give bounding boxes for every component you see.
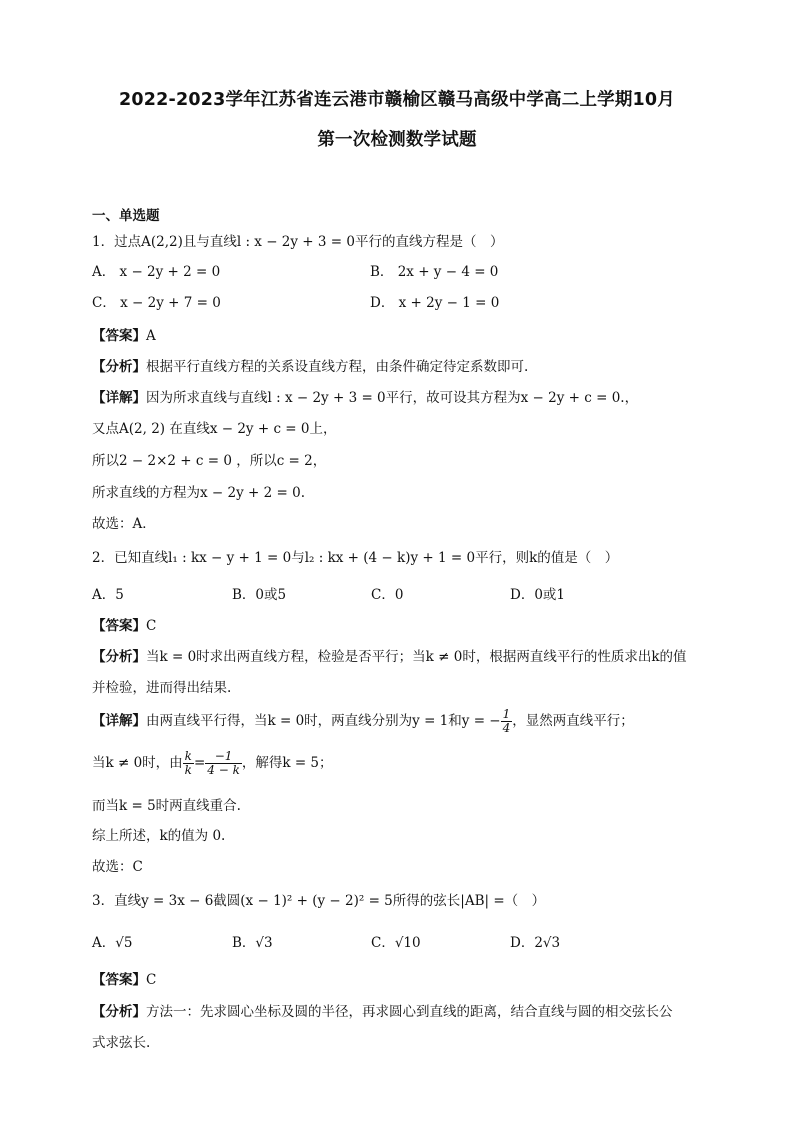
q2-stem: 2．已知直线l₁ : kx − y + 1 = 0与l₂ : kx + (4 − k)y + 1 = 0平行，则k的值是（ ） <box>92 550 619 566</box>
q3-option-d: D．2√3 <box>510 935 561 951</box>
detail-text-b: ，解得k = 5； <box>241 755 333 772</box>
q1-choose: 故选：A． <box>92 516 156 532</box>
q2-option-d: D．0或1 <box>510 587 566 603</box>
q2-option-c: C．0 <box>371 587 404 603</box>
fraction-numerator: 1 <box>502 707 511 721</box>
q1-analysis <box>92 355 528 375</box>
detail-text-b: ，显然两直线平行； <box>512 713 634 730</box>
title-line-2: 第一次检测数学试题 <box>317 130 477 150</box>
fraction-denominator: k <box>184 763 192 778</box>
analysis-tag: 【分析】 <box>92 1004 146 1020</box>
q2-analysis-2: 并检验，进而得出结果. <box>92 680 232 696</box>
fraction-one-quarter <box>501 708 513 735</box>
q2-detail-1 <box>92 708 634 735</box>
q1-option-c: C． x − 2y + 7 = 0 <box>92 295 221 311</box>
q2-detail-2 <box>92 750 333 777</box>
q2-analysis-1 <box>92 645 687 665</box>
q3-stem: 3．直线y = 3x − 6截圆(x − 1)² + (y − 2)² = 5所得的弦长|AB| =（ ） <box>92 893 546 909</box>
q1-stem: 1．过点A(2,2)且与直线l : x − 2y + 3 = 0平行的直线方程是（ ） <box>92 234 504 250</box>
fraction-neg1-over-4-minus-k <box>205 750 242 777</box>
detail-text: 因为所求直线与直线l : x − 2y + 3 = 0平行，故可设其方程为x − 2y + c = 0.， <box>146 390 639 406</box>
q1-detail-2: 又点A(2, 2) 在直线x − 2y + c = 0上， <box>92 421 337 437</box>
answer-value: A <box>146 328 156 344</box>
fraction-denominator: 4 − k <box>207 763 240 778</box>
q1-option-a: A． x − 2y + 2 = 0 <box>92 264 221 280</box>
detail-text-a: 当k ≠ 0时，由 <box>92 755 183 772</box>
q3-option-c: C．√10 <box>371 935 421 951</box>
answer-value: C <box>146 618 157 634</box>
q3-analysis-1 <box>92 1000 673 1020</box>
answer-tag: 【答案】 <box>92 972 146 988</box>
q2-option-b: B．0或5 <box>232 587 287 603</box>
answer-value: C <box>146 972 157 988</box>
detail-text-a: 由两直线平行得，当k = 0时，两直线分别为y = 1和y = − <box>146 713 501 730</box>
fraction-denominator: 4 <box>502 721 511 736</box>
analysis-tag: 【分析】 <box>92 649 146 665</box>
q1-option-d: D． x + 2y − 1 = 0 <box>370 295 500 311</box>
q1-detail-4: 所求直线的方程为x − 2y + 2 = 0. <box>92 485 305 501</box>
q1-answer <box>92 324 156 344</box>
q3-option-b: B．√3 <box>232 935 273 951</box>
detail-tag: 【详解】 <box>92 713 146 730</box>
analysis-tag: 【分析】 <box>92 359 146 375</box>
q3-answer <box>92 968 156 988</box>
q2-detail-4: 综上所述，k的值为 0. <box>92 828 226 844</box>
q1-detail-1 <box>92 386 638 406</box>
q2-detail-3: 而当k = 5时两直线重合. <box>92 798 241 814</box>
fraction-k-over-k <box>183 750 194 777</box>
q2-answer <box>92 614 156 634</box>
q2-choose: 故选：C <box>92 859 143 875</box>
equals-sign: = <box>193 755 206 772</box>
q1-detail-3: 所以2 − 2×2 + c = 0 ，所以c = 2， <box>92 453 327 469</box>
section-heading: 一、单选题 <box>92 208 160 224</box>
title-line-1: 2022-2023学年江苏省连云港市赣榆区赣马高级中学高二上学期10月 <box>118 90 676 110</box>
analysis-text: 方法一：先求圆心坐标及圆的半径，再求圆心到直线的距离，结合直线与圆的相交弦长公 <box>146 1004 673 1020</box>
q2-option-a: A．5 <box>92 587 124 603</box>
answer-tag: 【答案】 <box>92 328 146 344</box>
q3-analysis-2: 式求弦长. <box>92 1035 151 1051</box>
answer-tag: 【答案】 <box>92 618 146 634</box>
q1-option-b: B． 2x + y − 4 = 0 <box>370 264 499 280</box>
q3-option-a: A．√5 <box>92 935 133 951</box>
detail-tag: 【详解】 <box>92 390 146 406</box>
fraction-numerator: −1 <box>205 750 242 764</box>
analysis-text: 当k = 0时求出两直线方程，检验是否平行；当k ≠ 0时，根据两直线平行的性质求出k的值 <box>146 649 687 665</box>
analysis-text: 根据平行直线方程的关系设直线方程，由条件确定待定系数即可. <box>146 359 529 375</box>
fraction-numerator: k <box>184 749 192 763</box>
